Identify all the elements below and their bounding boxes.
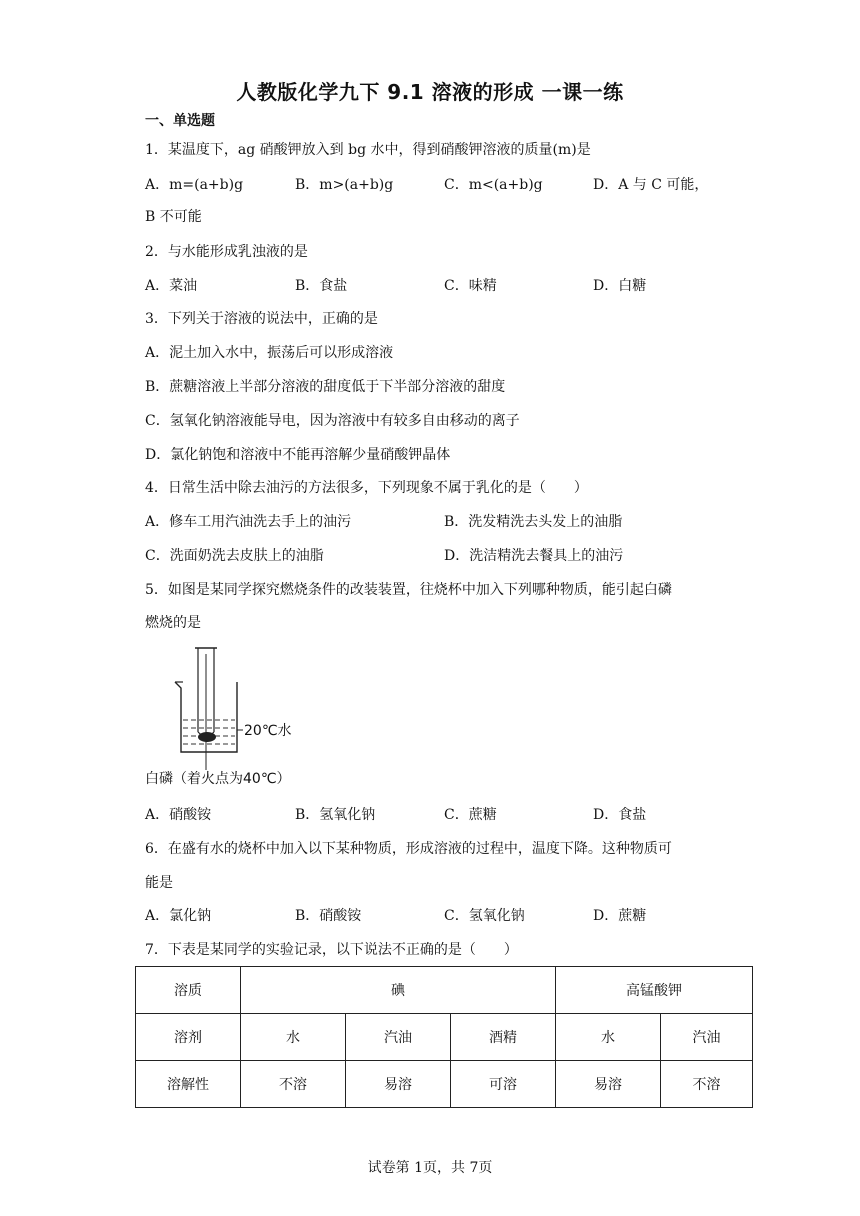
table-cell: 不溶 (661, 1061, 753, 1108)
table-cell: 汽油 (661, 1014, 753, 1061)
q2-option-a: A．菜油 (145, 278, 198, 294)
table-cell: 溶解性 (136, 1061, 241, 1108)
q5-stem-line1: 5．如图是某同学探究燃烧条件的改装装置，往烧杯中加入下列哪种物质，能引起白磷 (145, 582, 672, 598)
q6-option-d: D．蔗糖 (593, 908, 647, 924)
q2-option-b: B．食盐 (295, 278, 348, 294)
table-cell: 高锰酸钾 (556, 967, 753, 1014)
q6-stem-line2: 能是 (145, 875, 173, 891)
experiment-table (135, 966, 753, 1108)
page-footer: 试卷第 1页，共 7页 (367, 1160, 493, 1176)
q3-option-a: A．泥土加入水中，振荡后可以形成溶液 (145, 345, 394, 361)
table-row (136, 1014, 753, 1061)
q1-option-a: A．m=(a+b)g (145, 177, 244, 193)
q6-stem-line1: 6．在盛有水的烧杯中加入以下某种物质，形成溶液的过程中，温度下降。这种物质可 (145, 841, 672, 857)
q3-option-d: D．氯化钠饱和溶液中不能再溶解少量硝酸钾晶体 (145, 447, 451, 463)
q6-option-c: C．氢氧化钠 (444, 908, 525, 924)
table-cell: 水 (556, 1014, 661, 1061)
q1-option-d: D．A 与 C 可能， (593, 177, 709, 193)
q2-stem: 2．与水能形成乳浊液的是 (145, 244, 308, 260)
q3-option-c: C．氢氧化钠溶液能导电，因为溶液中有较多自由移动的离子 (145, 413, 520, 429)
table-cell: 易溶 (346, 1061, 451, 1108)
q1-option-b: B．m>(a+b)g (295, 177, 394, 193)
q5-option-c: C．蔗糖 (444, 807, 497, 823)
water-temp-label: 20℃水 (244, 723, 292, 739)
table-cell: 碘 (241, 967, 556, 1014)
q1-stem: 1．某温度下，ag 硝酸钾放入到 bg 水中，得到硝酸钾溶液的质量(m)是 (145, 142, 591, 158)
q4-option-b: B．洗发精洗去头发上的油脂 (444, 514, 623, 530)
q4-option-a: A．修车工用汽油洗去手上的油污 (145, 514, 352, 530)
table-cell: 水 (241, 1014, 346, 1061)
q5-stem-line2: 燃烧的是 (145, 615, 201, 631)
q2-option-c: C．味精 (444, 278, 497, 294)
table-cell: 汽油 (346, 1014, 451, 1061)
q3-option-b: B．蔗糖溶液上半部分溶液的甜度低于下半部分溶液的甜度 (145, 379, 506, 395)
table-row (136, 967, 753, 1014)
table-cell: 不溶 (241, 1061, 346, 1108)
q1-option-c: C．m<(a+b)g (444, 177, 543, 193)
table-cell: 酒精 (451, 1014, 556, 1061)
beaker-diagram (145, 640, 315, 790)
q4-option-d: D．洗洁精洗去餐具上的油污 (444, 548, 624, 564)
table-row (136, 1061, 753, 1108)
q3-stem: 3．下列关于溶液的说法中，正确的是 (145, 311, 378, 327)
q5-option-b: B．氢氧化钠 (295, 807, 376, 823)
q5-option-a: A．硝酸铵 (145, 807, 212, 823)
q4-stem: 4．日常生活中除去油污的方法很多，下列现象不属于乳化的是（ ） (145, 480, 588, 496)
q4-option-c: C．洗面奶洗去皮肤上的油脂 (145, 548, 324, 564)
table-cell: 可溶 (451, 1061, 556, 1108)
section-heading: 一、单选题 (145, 113, 215, 129)
figure-caption: 白磷（着火点为40℃） (145, 771, 291, 787)
q1-option-d-continued: B 不可能 (145, 209, 202, 225)
q6-option-b: B．硝酸铵 (295, 908, 362, 924)
beaker-figure (145, 640, 315, 790)
q7-stem: 7．下表是某同学的实验记录，以下说法不正确的是（ ） (145, 942, 518, 958)
table-cell: 溶质 (136, 967, 241, 1014)
table-cell: 溶剂 (136, 1014, 241, 1061)
page-title: 人教版化学九下 9.1 溶液的形成 一课一练 (236, 80, 624, 104)
table-cell: 易溶 (556, 1061, 661, 1108)
q5-option-d: D．食盐 (593, 807, 647, 823)
q6-option-a: A．氯化钠 (145, 908, 212, 924)
white-phosphorus-icon (198, 732, 216, 742)
q2-option-d: D．白糖 (593, 278, 647, 294)
